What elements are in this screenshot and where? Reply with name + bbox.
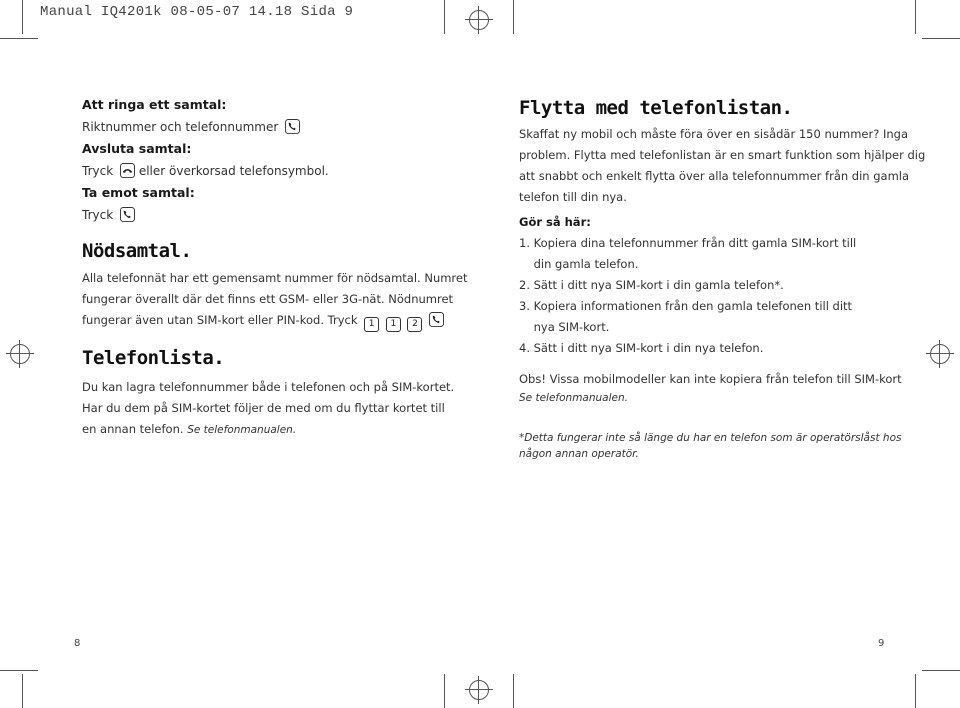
- call-text: Riktnummer och telefonnummer: [82, 116, 442, 138]
- emergency-line: fungerar överallt där det finns ett GSM- eller 3G-nät. Nödnumret: [82, 292, 454, 306]
- intro-line: Skaffat ny mobil och måste föra över en sisådär 150 nummer? Inga: [519, 127, 909, 141]
- move-phonebook-heading: Flytta med telefonlistan.: [519, 97, 793, 119]
- right-page: [519, 94, 926, 462]
- answer-label: Ta emot samtal:: [82, 185, 195, 200]
- end-text: Tryck eller överkorsad telefonsymbol.: [82, 164, 329, 178]
- answer-text: Tryck: [82, 204, 442, 226]
- key-1: 1: [386, 317, 401, 332]
- phone-handset-icon: [285, 119, 300, 134]
- steps-label: Gör så här:: [519, 215, 591, 229]
- step-line: 2. Sätt i ditt nya SIM-kort i din gamla telefon*.: [519, 278, 784, 292]
- phonebook-line: Du kan lagra telefonnummer både i telefonen och på SIM-kortet.: [82, 380, 455, 394]
- manual-reference: Se telefonmanualen.: [519, 392, 628, 404]
- obs-line: Obs! Vissa mobilmodeller kan inte kopiera från telefon till SIM-kort: [519, 372, 902, 386]
- phone-handset-icon: [429, 312, 444, 327]
- footnote-line: *Detta fungerar inte så länge du har en telefon som är operatörslåst hos: [519, 432, 902, 444]
- emergency-heading: Nödsamtal.: [82, 240, 192, 262]
- phone-hangup-icon: [120, 163, 135, 178]
- intro-line: att snabbt och enkelt flytta över alla telefonnummer från din gamla: [519, 169, 910, 183]
- step-line: 1. Kopiera dina telefonnummer från ditt gamla SIM-kort till: [519, 236, 857, 250]
- end-label: Avsluta samtal:: [82, 141, 192, 156]
- key-2: 2: [407, 317, 422, 332]
- emergency-line: fungerar även utan SIM-kort eller PIN-kod. Tryck 1 1 2: [82, 310, 442, 331]
- emergency-line: Alla telefonnät har ett gemensamt nummer för nödsamtal. Numret: [82, 271, 468, 285]
- call-label: Att ringa ett samtal:: [82, 97, 227, 112]
- phonebook-heading: Telefonlista.: [82, 347, 225, 369]
- intro-line: problem. Flytta med telefonlistan är en smart funktion som hjälper dig: [519, 148, 926, 162]
- step-line: din gamla telefon.: [519, 257, 639, 271]
- print-slug: Manual IQ4201k 08-05-07 14.18 Sida 9: [40, 4, 354, 20]
- registration-mark-right: [926, 340, 954, 368]
- left-page: [82, 94, 468, 440]
- step-line: 3. Kopiera informationen från den gamla telefonen till ditt: [519, 299, 853, 313]
- manual-reference: Se telefonmanualen.: [187, 424, 297, 436]
- phonebook-line: Har du dem på SIM-kortet följer de med om du flyttar kortet till: [82, 401, 445, 415]
- step-line: 4. Sätt i ditt nya SIM-kort i din nya telefon.: [519, 341, 764, 355]
- key-1: 1: [364, 317, 379, 332]
- step-line: nya SIM-kort.: [519, 320, 610, 334]
- registration-mark-bottom: [465, 676, 493, 704]
- intro-line: telefon till din nya.: [519, 190, 627, 204]
- page-number-right: 9: [878, 638, 885, 649]
- footnote-line: någon annan operatör.: [519, 448, 639, 460]
- registration-mark-left: [6, 340, 34, 368]
- registration-mark-top: [465, 6, 493, 34]
- phonebook-line: en annan telefon. Se telefonmanualen.: [82, 422, 297, 436]
- phone-handset-icon: [120, 207, 135, 222]
- page-number-left: 8: [74, 638, 81, 649]
